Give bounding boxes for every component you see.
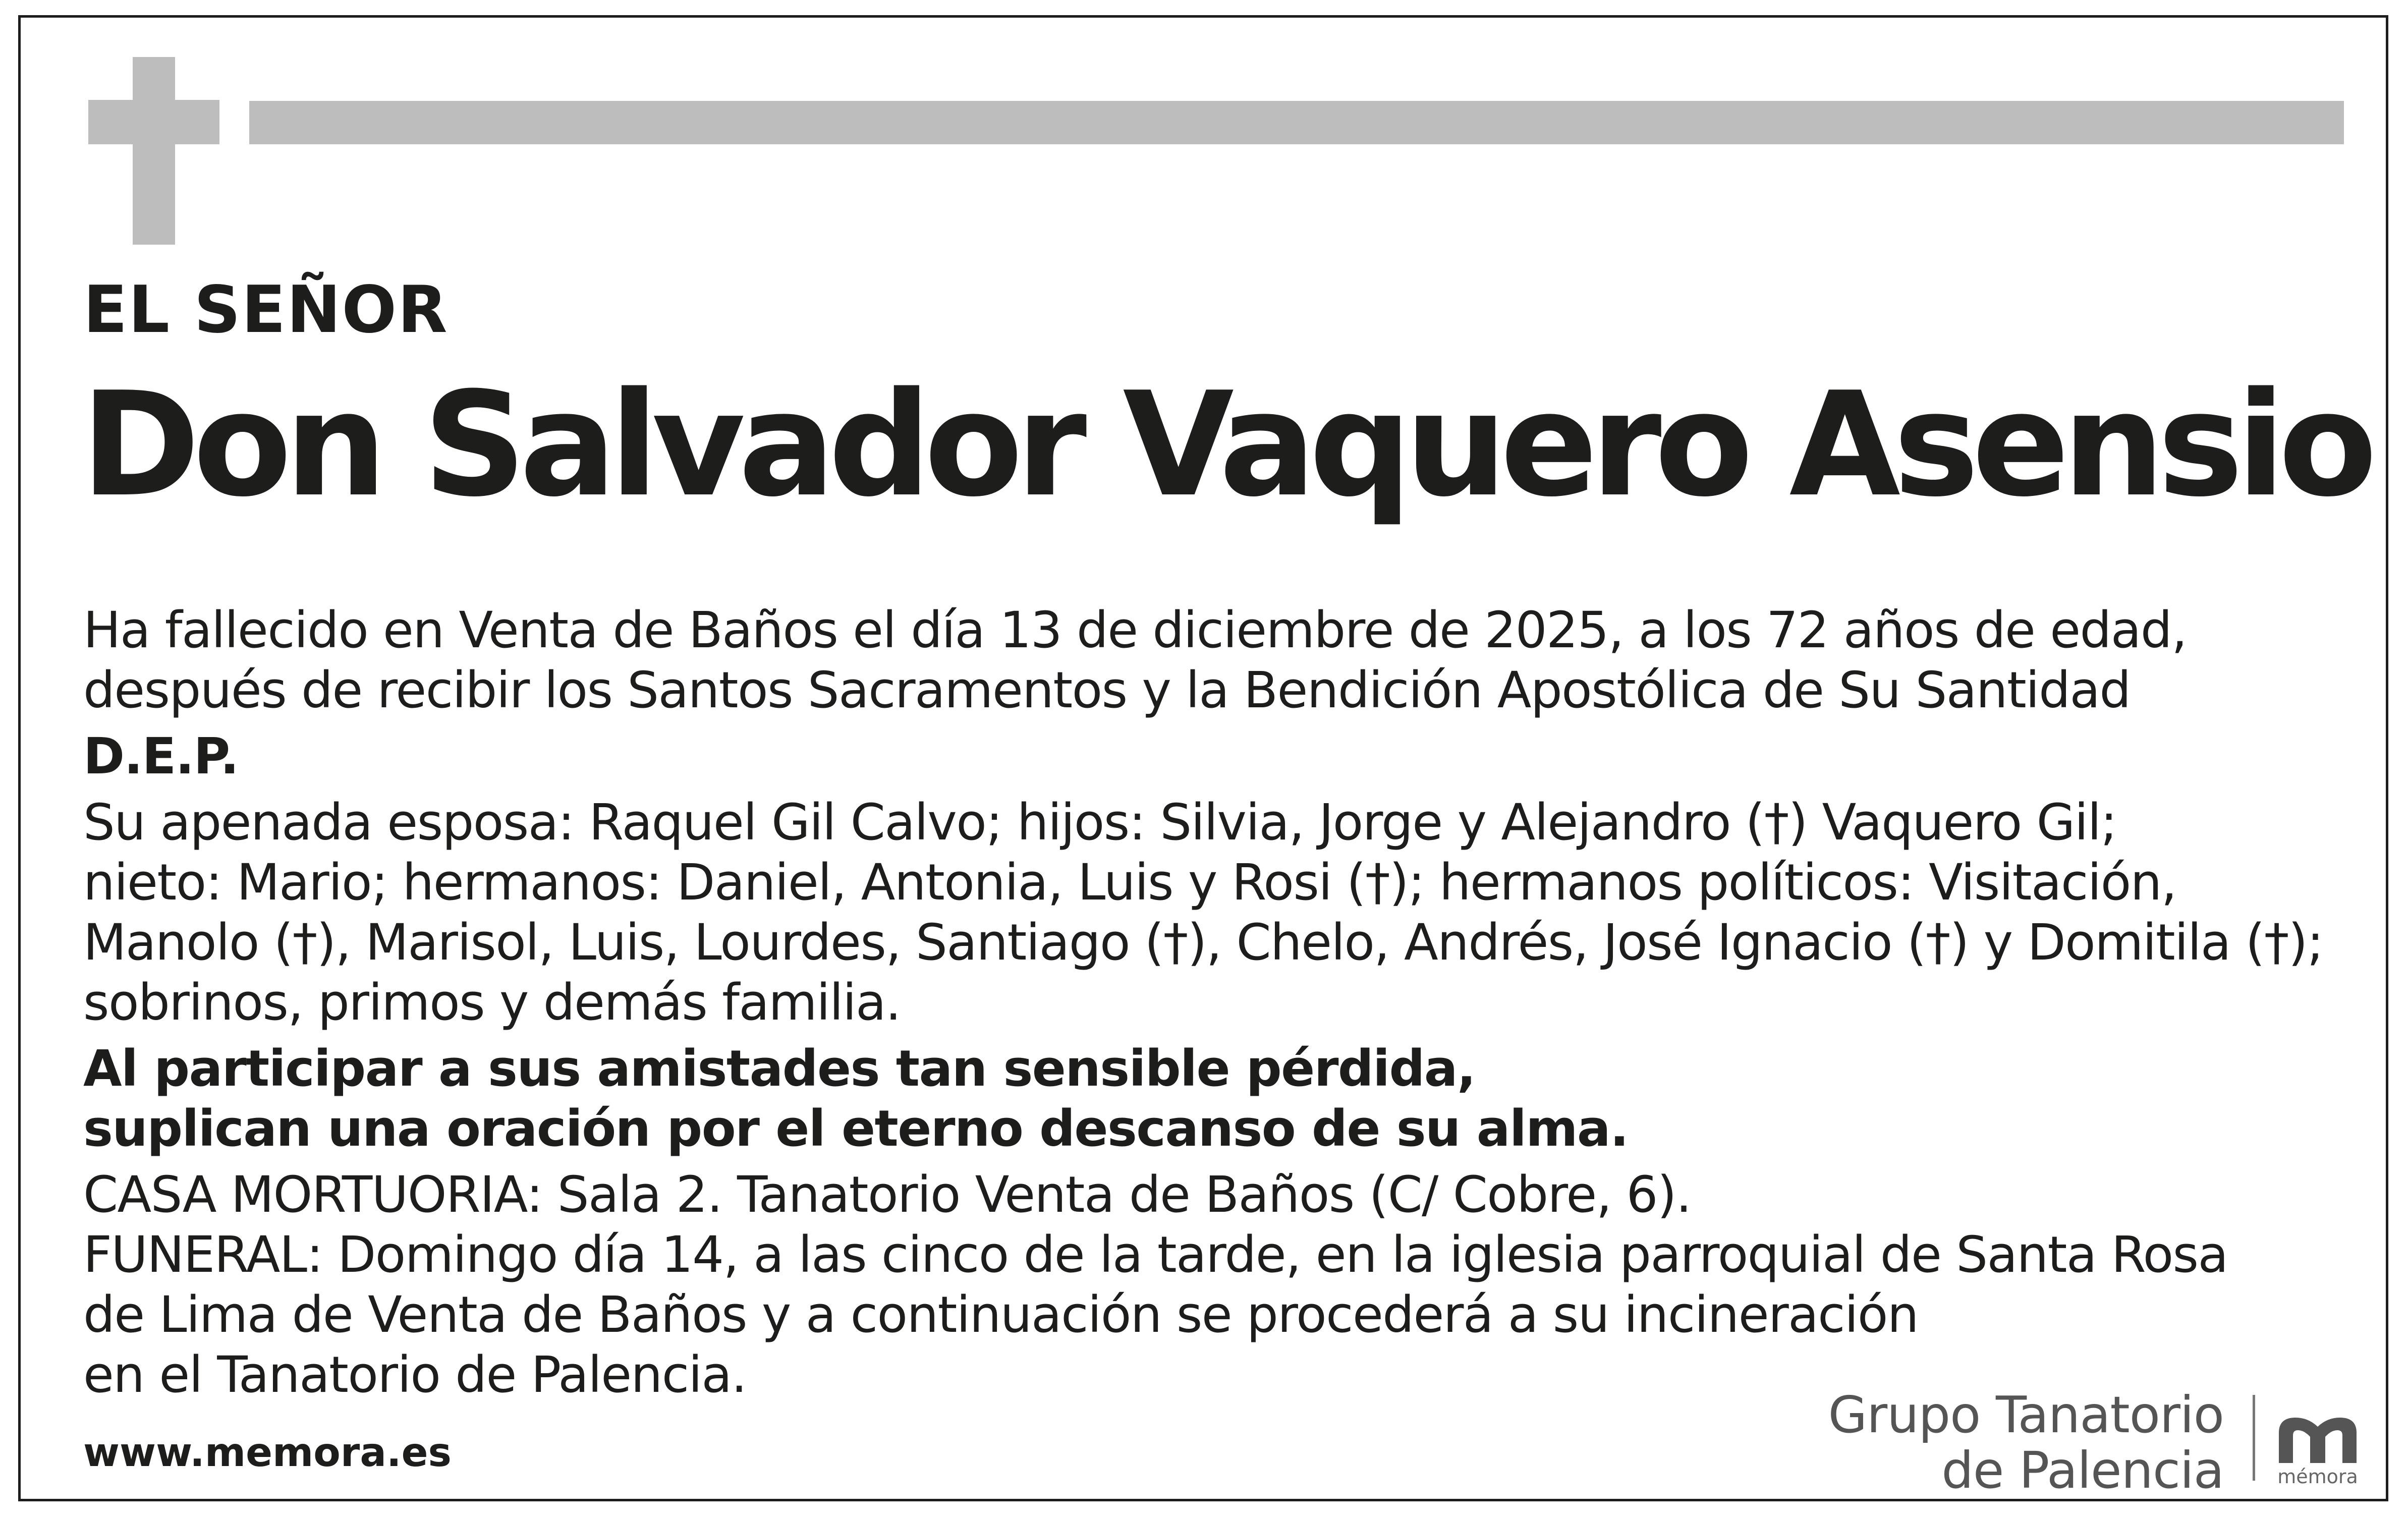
family-line: Su apenada esposa: Raquel Gil Calvo; hijos: Silvia, Jorge y Alejandro (†) Vaquero Gil; xyxy=(83,794,2117,852)
announcement-line: Ha fallecido en Venta de Baños el día 13 de diciembre de 2025, a los 72 años de edad, xyxy=(83,601,2187,659)
services-line: CASA MORTUORIA: Sala 2. Tanatorio Venta de Baños (C/ Cobre, 6). xyxy=(83,1166,1691,1224)
request-line: suplican una oración por el eterno descanso de su alma. xyxy=(83,1100,1629,1158)
request-line: Al participar a sus amistades tan sensible pérdida, xyxy=(83,1040,1475,1098)
cross-icon xyxy=(88,57,219,245)
company-divider xyxy=(2253,1395,2255,1481)
dep-label: D.E.P. xyxy=(83,727,239,785)
website-link[interactable]: www.memora.es xyxy=(83,1430,452,1476)
services-line: de Lima de Venta de Baños y a continuación se procederá a su incineración xyxy=(83,1286,1919,1344)
family-line: nieto: Mario; hermanos: Daniel, Antonia, Luis y Rosi (†); hermanos políticos: Visitación, xyxy=(83,854,2176,912)
family-line: Manolo (†), Marisol, Luis, Lourdes, Santiago (†), Chelo, Andrés, José Ignacio (†) y Domitila (†); xyxy=(83,914,2323,972)
obituary-body xyxy=(83,600,2343,1405)
family-line: sobrinos, primos y demás familia. xyxy=(83,974,901,1032)
company-line: Grupo Tanatorio xyxy=(1828,1385,2224,1444)
header-rule xyxy=(249,101,2344,144)
services-line: en el Tanatorio de Palencia. xyxy=(83,1346,747,1404)
title-prefix: EL SEÑOR xyxy=(83,272,449,348)
announcement-line: después de recibir los Santos Sacramentos y la Bendición Apostólica de Su Santidad xyxy=(83,661,2131,719)
logo-wordmark: mémora xyxy=(2277,1466,2358,1488)
company-line: de Palencia xyxy=(1941,1441,2224,1500)
company-name xyxy=(1828,1387,2224,1498)
deceased-name: Don Salvador Vaquero Asensio xyxy=(81,361,2371,529)
services-line: FUNERAL: Domingo día 14, a las cinco de la tarde, en la iglesia parroquial de Santa Rosa xyxy=(83,1226,2228,1284)
